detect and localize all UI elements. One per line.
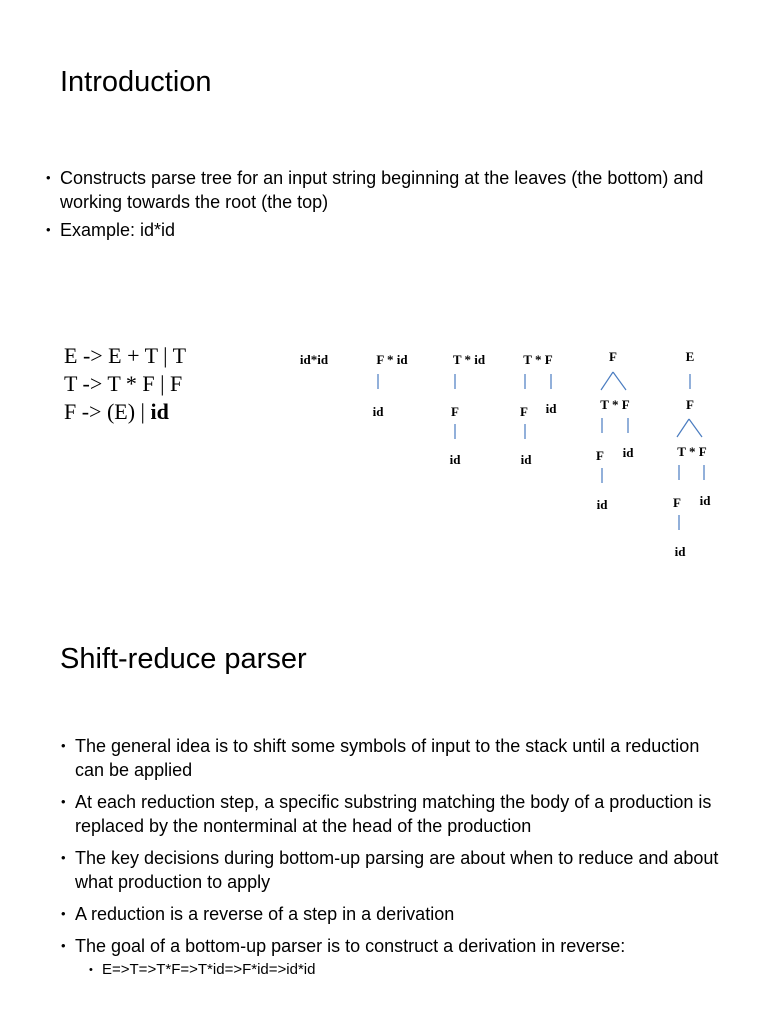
edge-s6-3 <box>689 419 702 437</box>
tree-s3-root: T * id <box>452 352 486 367</box>
shift-reduce-bullet-5: • The goal of a bottom-up parser is to construct a derivation in reverse: <box>61 934 721 958</box>
tree-s3-leaf: id <box>449 452 461 467</box>
tree-s5-mid: T * F <box>600 397 630 412</box>
tree-s4-right: id <box>545 401 557 416</box>
tree-s5-lower: F <box>596 448 604 463</box>
shift-reduce-bullet-3: • The key decisions during bottom-up parsing are about when to reduce and about what production to apply <box>61 846 721 894</box>
tree-s4-mid: F <box>520 404 528 419</box>
shift-reduce-bullet-list <box>61 734 721 980</box>
tree-s6-root: E <box>685 349 695 364</box>
intro-bullet-2: • Example: id*id <box>46 218 706 242</box>
intro-title: Introduction <box>60 66 212 98</box>
grammar-rule-f-body: F -> (E) | <box>64 399 151 424</box>
grammar-rule-t: T -> T * F | F <box>64 371 183 396</box>
tree-s2-root: F * id <box>376 352 408 367</box>
tree-s6-f: F <box>673 495 681 510</box>
shift-reduce-title: Shift-reduce parser <box>60 643 307 675</box>
grammar-rule-e: E -> E + T | T <box>64 343 187 368</box>
shift-reduce-bullet-1: • The general idea is to shift some symbols of input to the stack until a reduction can be applied <box>61 734 721 782</box>
tree-s4-root: T * F <box>523 352 553 367</box>
tree-s6-leaf: id <box>674 544 686 559</box>
tree-s3-mid: F <box>451 404 459 419</box>
tree-s4-leaf: id <box>520 452 532 467</box>
grammar-rule-f-id: id <box>150 399 169 424</box>
tree-s6-mid: F <box>686 397 694 412</box>
tree-s6-lower: T * F <box>677 444 707 459</box>
edge-s5-2 <box>613 372 626 390</box>
shift-reduce-bullet-2: • At each reduction step, a specific substring matching the body of a production is replaced by the nonterminal at the head of the production <box>61 790 721 838</box>
tree-s5-leaf: id <box>596 497 608 512</box>
shift-reduce-sub-bullet: • E=>T=>T*F=>T*id=>F*id=>id*id <box>89 960 721 980</box>
tree-s5-right: id <box>622 445 634 460</box>
tree-s1-root: id*id <box>299 352 329 367</box>
edge-s6-2 <box>677 419 689 437</box>
edge-s5-1 <box>601 372 613 390</box>
tree-s2-leaf: id <box>372 404 384 419</box>
shift-reduce-bullet-4: • A reduction is a reverse of a step in a derivation <box>61 902 721 926</box>
intro-bullet-1: • Constructs parse tree for an input string beginning at the leaves (the bottom) and working towards the root (the top) <box>46 166 706 214</box>
tree-s5-root: F <box>609 349 617 364</box>
tree-s6-right: id <box>699 493 711 508</box>
